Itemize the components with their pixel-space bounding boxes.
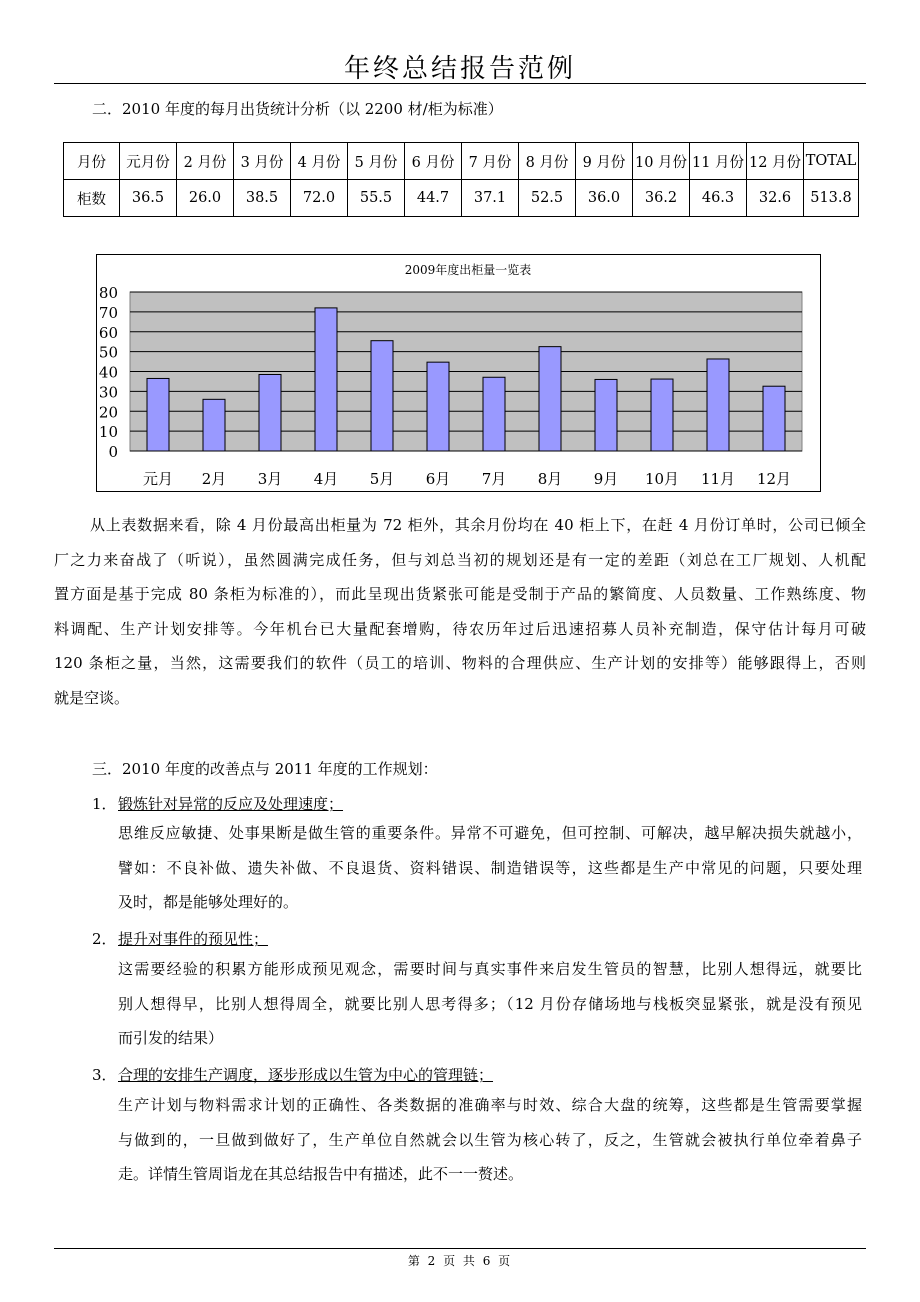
shipment-chart xyxy=(96,254,821,492)
bar xyxy=(427,362,449,451)
text-line: 厂之力来奋战了（听说），虽然圆满完成任务，但与刘总当初的规划还是有一定的差距（刘总在工厂规划、人机配 xyxy=(54,550,866,569)
text-line: 料调配、生产计划安排等。今年机台已大量配套增购，待农历年过后迅速招募人员补充制造，保守估计每月可破 xyxy=(54,619,866,638)
section-2-heading: 二．2010 年度的每月出货统计分析（以 2200 材/柜为标准） xyxy=(92,100,503,118)
table-cell: 7 月份 xyxy=(462,143,519,180)
shipment-table xyxy=(63,142,859,217)
text-line: 及时，都是能够处理好的。 xyxy=(118,893,299,911)
table-cell: 3 月份 xyxy=(234,143,291,180)
x-tick-label: 元月 xyxy=(142,470,174,488)
x-tick-label: 10月 xyxy=(644,470,680,488)
table-cell: 4 月份 xyxy=(291,143,348,180)
y-tick-label: 10 xyxy=(98,423,118,442)
y-tick-label: 20 xyxy=(98,403,118,422)
table-cell: 72.0 xyxy=(291,180,348,217)
y-tick-label: 50 xyxy=(98,343,118,362)
bar xyxy=(763,386,785,451)
item-3-body xyxy=(118,1088,862,1192)
item-1-body xyxy=(118,816,862,920)
item-number: 3． xyxy=(92,1066,117,1084)
bar xyxy=(371,341,393,451)
text-line: 120 条柜之量，当然，这需要我们的软件（员工的培训、物料的合理供应、生产计划的安排等）能够跟得上，否则 xyxy=(54,654,866,672)
table-cell: 9 月份 xyxy=(576,143,633,180)
x-tick-label: 9月 xyxy=(593,470,619,488)
table-cell: 36.5 xyxy=(120,180,177,217)
header-divider xyxy=(54,83,866,84)
table-cell: 月份 xyxy=(64,143,120,180)
item-heading: 合理的安排生产调度，逐步形成以生管为中心的管理链； xyxy=(118,1066,494,1084)
bar xyxy=(315,308,337,451)
table-cell: TOTAL xyxy=(804,143,859,180)
table-cell: 12 月份 xyxy=(747,143,804,180)
bar xyxy=(595,379,617,451)
table-cell: 44.7 xyxy=(405,180,462,217)
page-title: 年终总结报告范例 xyxy=(343,54,576,84)
item-2-title xyxy=(92,928,268,949)
page-number: 第 2 页 共 6 页 xyxy=(407,1254,513,1268)
y-tick-label: 60 xyxy=(98,323,118,342)
table-cell: 6 月份 xyxy=(405,143,462,180)
text-line: 走。详情生管周诣龙在其总结报告中有描述，此不一一赘述。 xyxy=(118,1165,524,1183)
text-line: 与做到的，一旦做到做好了，生产单位自然就会以生管为核心转了，反之，生管就会被执行单位牵着鼻子 xyxy=(118,1130,862,1149)
bar xyxy=(651,379,673,451)
x-tick-label: 12月 xyxy=(756,470,792,488)
table-cell: 37.1 xyxy=(462,180,519,217)
table-cell: 513.8 xyxy=(804,180,859,217)
table-cell: 36.2 xyxy=(633,180,690,217)
text-line: 思维反应敏捷、处事果断是做生管的重要条件。异常不可避免，但可控制、可解决，越早解决损失就越小， xyxy=(118,824,862,842)
table-cell: 5 月份 xyxy=(348,143,405,180)
chart-title: 2009年度出柜量一览表 xyxy=(404,263,532,277)
x-tick-label: 7月 xyxy=(481,470,507,488)
text-line: 就是空谈。 xyxy=(54,688,130,707)
text-line: 而引发的结果） xyxy=(118,1029,224,1047)
y-tick-label: 30 xyxy=(98,383,118,402)
chart-svg xyxy=(97,255,820,491)
text-line: 置方面是基于完成 80 条柜为标准的），而此呈现出货紧张可能是受制于产品的繁简度、人员数量、工作熟练度、物 xyxy=(54,585,866,603)
table-cell: 11 月份 xyxy=(690,143,747,180)
x-tick-label: 11月 xyxy=(700,470,736,488)
x-tick-label: 2月 xyxy=(201,470,227,488)
y-tick-label: 0 xyxy=(108,443,118,461)
item-number: 2． xyxy=(92,930,117,948)
section-3-heading: 三．2010 年度的改善点与 2011 年度的工作规划： xyxy=(92,760,438,778)
analysis-paragraph xyxy=(54,508,866,715)
y-tick-label: 70 xyxy=(98,303,118,322)
bar xyxy=(539,347,561,451)
item-number: 1． xyxy=(92,795,117,813)
x-tick-label: 8月 xyxy=(537,470,563,488)
table-cell: 10 月份 xyxy=(633,143,690,180)
text-line: 生产计划与物料需求计划的正确性、各类数据的准确率与时效、综合大盘的统筹，这些都是生管需要掌握 xyxy=(118,1096,862,1114)
y-tick-label: 80 xyxy=(98,284,118,302)
table-header-row xyxy=(64,143,859,180)
bar xyxy=(147,378,169,451)
table-cell: 26.0 xyxy=(177,180,234,217)
table-value-row xyxy=(64,180,859,217)
table-cell: 55.5 xyxy=(348,180,405,217)
table-cell: 52.5 xyxy=(519,180,576,217)
bar xyxy=(203,399,225,451)
text-line: 譬如：不良补做、遗失补做、不良退货、资料错误、制造错误等，这些都是生产中常见的问题，只要处理 xyxy=(118,858,862,877)
x-tick-label: 3月 xyxy=(257,470,283,488)
table-cell: 46.3 xyxy=(690,180,747,217)
item-heading: 锻炼针对异常的反应及处理速度； xyxy=(118,795,344,813)
table-cell: 元月份 xyxy=(120,143,177,180)
text-line: 别人想得早，比别人想得周全，就要比别人思考得多；（12 月份存储场地与栈板突显紧张，就是没有预见 xyxy=(118,994,862,1013)
bar xyxy=(707,359,729,451)
bar xyxy=(259,374,281,451)
y-tick-label: 40 xyxy=(98,363,118,382)
text-line: 这需要经验的积累方能形成预见观念，需要时间与真实事件来启发生管员的智慧，比别人想得远，就要比 xyxy=(118,960,862,978)
table-cell: 36.0 xyxy=(576,180,633,217)
table-cell: 38.5 xyxy=(234,180,291,217)
table-cell: 32.6 xyxy=(747,180,804,217)
x-tick-label: 5月 xyxy=(369,470,395,488)
table-cell: 2 月份 xyxy=(177,143,234,180)
item-3-title xyxy=(92,1064,493,1085)
bar xyxy=(483,377,505,451)
table-cell: 8 月份 xyxy=(519,143,576,180)
item-2-body xyxy=(118,952,862,1056)
table-cell: 柜数 xyxy=(64,180,120,217)
x-tick-label: 6月 xyxy=(425,470,451,488)
footer-divider xyxy=(54,1248,866,1249)
x-tick-label: 4月 xyxy=(313,470,339,488)
text-line: 从上表数据来看，除 4 月份最高出柜量为 72 柜外，其余月份均在 40 柜上下，在赶 4 月份订单时，公司已倾全 xyxy=(90,516,866,534)
item-heading: 提升对事件的预见性； xyxy=(118,930,269,948)
item-1-title xyxy=(92,793,343,814)
